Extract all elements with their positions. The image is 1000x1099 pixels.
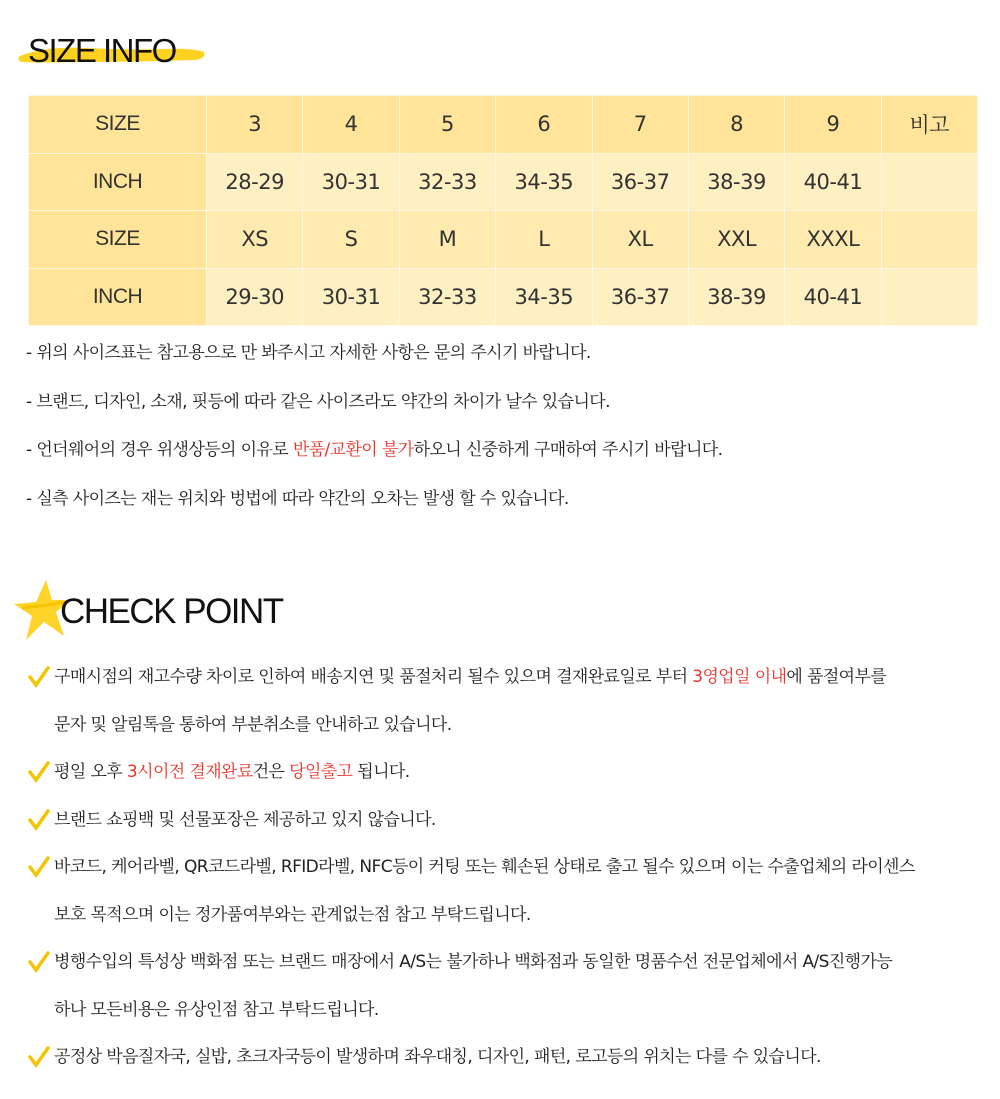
- check-mark-icon: [28, 666, 50, 688]
- table-cell: 30-31: [303, 268, 399, 326]
- check-line: [54, 755, 915, 803]
- check-line: 바코드, 케어라벨, QR코드라벨, RFID라벨, NFC등이 커팅 또는 훼손된 상태로 출고 될수 있으며 이는 수출업체의 라이센스: [54, 857, 915, 877]
- table-cell: 3: [207, 96, 303, 154]
- table-cell: M: [399, 211, 495, 269]
- table-cell-remark: [881, 211, 977, 269]
- table-cell: 28-29: [207, 153, 303, 211]
- size-notes-list: [26, 338, 722, 532]
- table-cell: XXL: [688, 211, 784, 269]
- size-note: - 브랜드, 디자인, 소재, 핏등에 따라 같은 사이즈라도 약간의 차이가 날수 있습니다.: [26, 391, 610, 412]
- table-cell: L: [496, 211, 592, 269]
- check-line: 공정상 박음질자국, 실밥, 초크자국등이 발생하며 좌우대칭, 디자인, 패턴, 로고등의 위치는 다를 수 있습니다.: [54, 1047, 821, 1067]
- check-text: 평일 오후: [54, 762, 127, 782]
- row-label: SIZE: [29, 211, 207, 269]
- size-table: [28, 95, 978, 326]
- row-label: INCH: [29, 153, 207, 211]
- table-cell: 34-35: [496, 268, 592, 326]
- check-item: [28, 1040, 915, 1088]
- check-text: 건은: [252, 762, 290, 782]
- table-cell: 29-30: [207, 268, 303, 326]
- table-cell: 34-35: [496, 153, 592, 211]
- table-cell: 4: [303, 96, 399, 154]
- check-line: 보호 목적으며 이는 정가품여부와는 관계없는점 참고 부탁드립니다.: [54, 904, 531, 925]
- table-row: [29, 153, 978, 211]
- check-item: [28, 850, 915, 945]
- size-note: - 위의 사이즈표는 참고용으로 만 봐주시고 자세한 사항은 문의 주시기 바랍니다.: [26, 343, 591, 363]
- table-cell: 36-37: [592, 268, 688, 326]
- size-note: - 실측 사이즈는 재는 위치와 벙법에 따라 약간의 오차는 발생 할 수 있습니다.: [26, 488, 569, 509]
- size-info-title: SIZE INFO: [28, 32, 176, 69]
- table-row: [29, 211, 978, 269]
- table-cell: 30-31: [303, 153, 399, 211]
- check-item: [28, 660, 915, 755]
- table-cell: 32-33: [399, 268, 495, 326]
- size-note: [26, 435, 722, 484]
- check-item: [28, 945, 915, 1040]
- check-mark-icon: [28, 761, 50, 783]
- check-line: 문자 및 알림톡을 통하여 부분취소를 안내하고 있습니다.: [54, 714, 452, 735]
- check-line: 브랜드 쇼핑백 및 선물포장은 제공하고 있지 않습니다.: [54, 809, 436, 830]
- table-cell: 32-33: [399, 153, 495, 211]
- check-item: [28, 755, 915, 803]
- check-point-list: [28, 660, 915, 1088]
- note-text: 하오니 신중하게 구매하여 주시기 바랍니다.: [413, 440, 723, 460]
- check-text: 됩니다.: [352, 762, 410, 782]
- table-cell: 36-37: [592, 153, 688, 211]
- table-cell-remark: [881, 153, 977, 211]
- check-line: [54, 660, 915, 708]
- table-cell: 6: [496, 96, 592, 154]
- check-mark-icon: [28, 856, 50, 878]
- check-point-title: CHECK POINT: [60, 592, 283, 631]
- check-text: 구매시점의 재고수량 차이로 인하여 배송지연 및 품절처리 될수 있으며 결재완료일로 부터: [54, 667, 693, 687]
- check-text: 에 품절여부를: [786, 667, 887, 687]
- table-cell: 38-39: [688, 268, 784, 326]
- table-cell: 7: [592, 96, 688, 154]
- table-cell: XS: [207, 211, 303, 269]
- table-cell: S: [303, 211, 399, 269]
- table-cell-remark: [881, 268, 977, 326]
- table-cell: XL: [592, 211, 688, 269]
- note-text: - 언더웨어의 경우 위생상등의 이유로: [26, 440, 293, 460]
- row-label: SIZE: [29, 96, 207, 154]
- check-item: [28, 803, 915, 851]
- check-highlight: 3시이전 결재완료: [126, 762, 253, 782]
- table-cell: 5: [399, 96, 495, 154]
- check-line: 병행수입의 특성상 백화점 또는 브랜드 매장에서 A/S는 불가하나 백화점과 동일한 명품수선 전문업체에서 A/S진행가능: [54, 952, 893, 972]
- table-row: [29, 96, 978, 154]
- table-cell: 40-41: [785, 153, 881, 211]
- check-line: 하나 모든비용은 유상인점 참고 부탁드립니다.: [54, 999, 379, 1020]
- check-mark-icon: [28, 951, 50, 973]
- table-cell: XXXL: [785, 211, 881, 269]
- check-highlight: 당일출고: [289, 762, 353, 782]
- table-cell: 38-39: [688, 153, 784, 211]
- check-mark-icon: [28, 1046, 50, 1068]
- check-highlight: 3영업일 이내: [692, 667, 787, 687]
- check-mark-icon: [28, 809, 50, 831]
- table-row: [29, 268, 978, 326]
- table-cell-remark: 비고: [881, 96, 977, 154]
- table-cell: 8: [688, 96, 784, 154]
- table-cell: 40-41: [785, 268, 881, 326]
- table-cell: 9: [785, 96, 881, 154]
- note-highlight: 반품/교환이 불가: [292, 440, 414, 460]
- row-label: INCH: [29, 268, 207, 326]
